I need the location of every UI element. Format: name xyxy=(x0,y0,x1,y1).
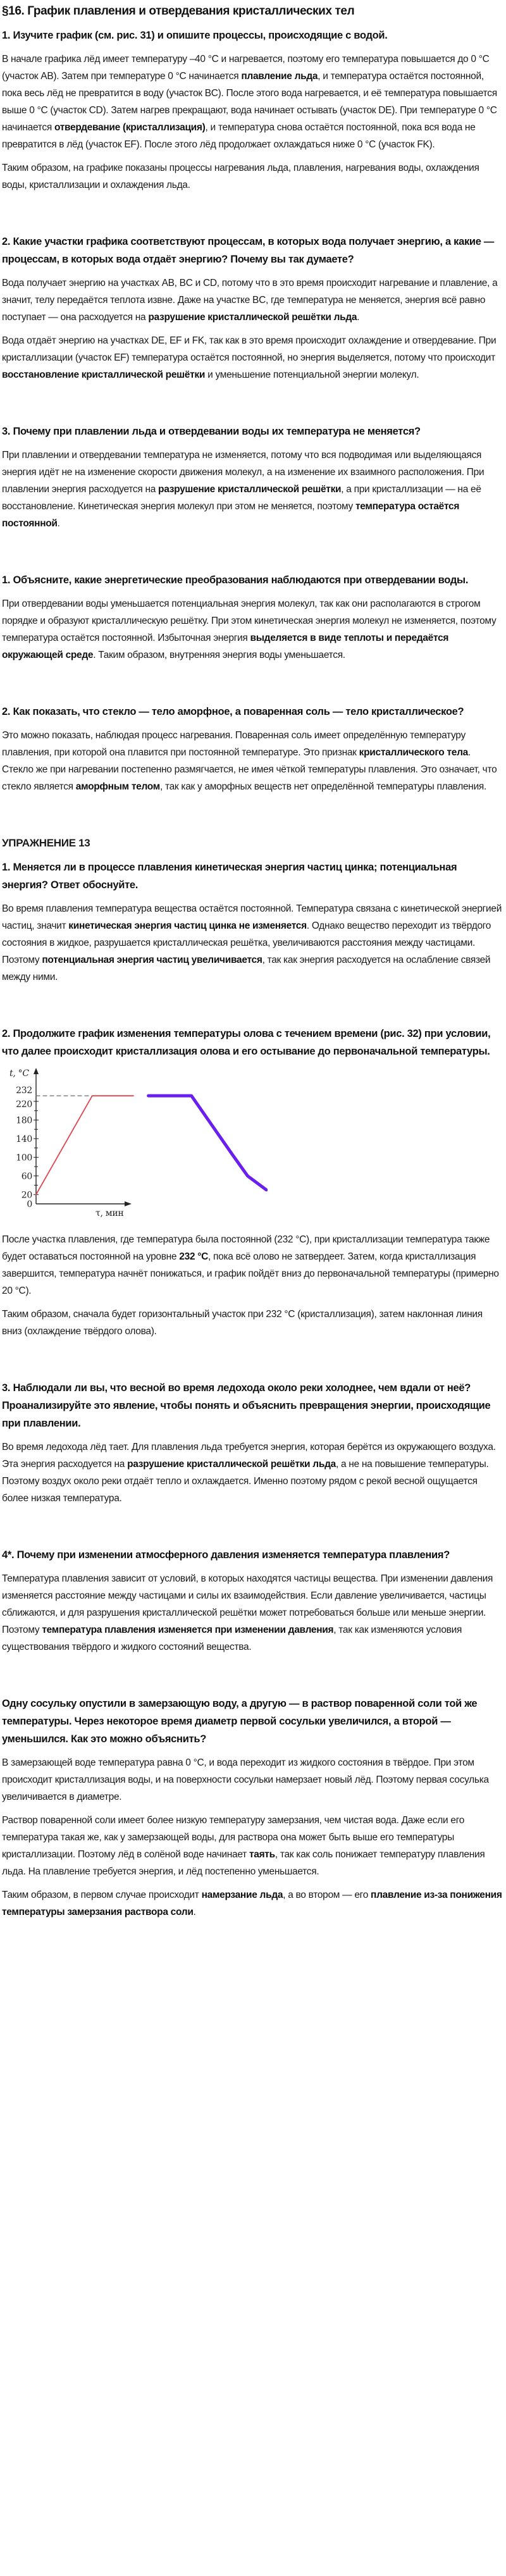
page-title: §16. График плавления и отвердевания кристаллических тел xyxy=(2,4,355,18)
emphasis-text: разрушение кристаллической решётки льда xyxy=(127,1459,336,1470)
answer-paragraph xyxy=(2,1231,502,1299)
text-run: . xyxy=(193,1907,196,1917)
emphasis-text: разрушение кристаллической решётки xyxy=(158,484,342,495)
text-run: , а не на повышение температуры. Поэтому воздух около реки отдаёт тепло и охлаждается. Именно поэтому рядом с рекой весной ощущается более низкая температура. xyxy=(2,1459,489,1504)
question-heading: 2. Продолжите график изменения температуры олова с течением времени (рис. 32) при условии, что далее происходит кристаллизация олова и его остывание до первоначальной температуры. xyxy=(2,1028,491,1057)
question-block xyxy=(2,1695,502,1921)
question-block xyxy=(2,27,502,194)
chart-line xyxy=(149,1096,266,1190)
text-run: Таким образом, на графике показаны процессы нагревания льда, плавления, нагревания воды, охлаждения воды, кристаллизации и охлаждения льда. xyxy=(2,163,479,190)
answer-paragraph xyxy=(2,595,502,664)
question-heading: 1. Меняется ли в процессе плавления кинетическая энергия частиц цинка; потенциальная энергия? Ответ обоснуйте. xyxy=(2,862,457,891)
text-run: , и температура остаётся постоянной, пока весь лёд не превратится в воду (участок BC). После этого вода нагревается, и её температура повышается выше 0 °C (участок CD). Затем нагрев прекращают, вода начинает остывать (участок DE). При температуре 0 °C начинается xyxy=(2,71,497,133)
y-tick-label: 180 xyxy=(16,1115,32,1126)
question-block xyxy=(2,1546,502,1656)
text-run: , так как соль понижает температуру плавления льда. На плавление требуется энергия, и лёд постепенно уменьшается. xyxy=(2,1849,485,1877)
chart-svg xyxy=(2,1067,268,1218)
text-run: , и температура снова остаётся постоянной, пока вся вода не превратится в лёд (участок EF). После этого лёд продолжает охлаждаться ниже 0 °C (участок FK). xyxy=(2,122,476,150)
emphasis-text: восстановление кристаллической решётки xyxy=(2,369,206,380)
text-run: Вода получает энергию на участках AB, BC и CD, потому что в это время происходит нагревание и плавление, а значит, телу передаётся теплота извне. Даже на участке BC, где температура не меняется, энергия всё равно поступает — она расходуется на xyxy=(2,278,498,323)
emphasis-text: отвердевание (кристаллизация) xyxy=(54,122,206,133)
answer-paragraph xyxy=(2,447,502,532)
y-tick-label: 220 xyxy=(16,1099,32,1110)
question-heading: 2. Какие участки графика соответствуют процессам, в которых вода получает энергию, а какие — процессам, в которых вода отдаёт энергию? Почему вы так думаете? xyxy=(2,236,495,265)
text-run: Во время плавления температура вещества остаётся постоянной. Температура связана с кинетической энергией частиц, значит xyxy=(2,903,502,931)
question-block xyxy=(2,571,502,664)
emphasis-text: аморфным телом xyxy=(75,781,160,792)
text-run: Раствор поваренной соли имеет более низкую температуру замерзания, чем чистая вода. Даже если его температура такая же, как у замерзающей воды, для раствора она может быть выше его температуры кристаллизации. Поэтому лёд в солёной воде начинает xyxy=(2,1815,465,1860)
emphasis-text: потенциальная энергия частиц увеличивается xyxy=(42,955,262,965)
answer-paragraph xyxy=(2,900,502,986)
question-heading: 4*. Почему при изменении атмосферного давления изменяется температура плавления? xyxy=(2,1549,450,1561)
text-run: , так как у аморфных веществ нет определённой температуры плавления. xyxy=(159,781,487,792)
text-run: Вода отдаёт энергию на участках DE, EF и FK, так как в это время происходит охлаждение и отвердевание. При кристаллизации (участок EF) температура остаётся постоянной, но энергия выделяется, потому что происходит xyxy=(2,335,497,363)
answer-paragraph xyxy=(2,1439,502,1507)
tin-temperature-chart xyxy=(2,1067,268,1218)
text-run: Это можно показать, наблюдая процесс нагревания. Поваренная соль имеет определённую температуру плавления, при которой она плавится при постоянной температуре. Это признак xyxy=(2,730,466,758)
x-axis-arrow-icon xyxy=(125,1201,132,1206)
text-run: и уменьшение потенциальной энергии молекул. xyxy=(205,369,419,380)
text-run: Во время ледохода лёд тает. Для плавления льда требуется энергия, которая берётся из окружающего воздуха. Эта энергия расходуется на xyxy=(2,1442,496,1470)
text-run: . Однако вещество переходит из твёрдого состояния в жидкое, разрушается кристаллическая решётка, увеличиваются расстояния между частицами. Поэтому xyxy=(2,920,491,965)
y-tick-label: 0 xyxy=(27,1199,32,1210)
question-heading: 2. Как показать, что стекло — тело аморфное, а поваренная соль — тело кристаллическое? xyxy=(2,706,464,717)
text-run: , а при кристаллизации — на её восстановление. Кинетическая энергия молекул при этом не меняется, поэтому xyxy=(2,484,481,512)
emphasis-text: таять xyxy=(249,1849,275,1860)
text-run: Температура плавления зависит от условий, в которых находятся частицы вещества. При изменении давления изменяется расстояние между частицами и силы их взаимодействия. Если давление увеличивается, частицы сближаются, и для разрушения кристаллической решётки может потребоваться больше или меньше энергии. Поэтому xyxy=(2,1573,493,1635)
text-run: , так как энергия расходуется на ослабление связей между ними. xyxy=(2,955,491,982)
emphasis-text: намерзание льда xyxy=(201,1890,283,1900)
text-run: В замерзающей воде температура равна 0 °C, и вода переходит из жидкого состояния в твёрдое. При этом происходит кристаллизация воды, и на поверхности сосульки намерзает новый лёд. Поэтому первая сосулька увеличивается в диаметре. xyxy=(2,1757,489,1802)
question-heading: 1. Объясните, какие энергетические преобразования наблюдаются при отвердевании воды. xyxy=(2,574,469,586)
emphasis-text: 232 °C xyxy=(179,1251,209,1262)
y-tick-label: 232 xyxy=(16,1086,32,1096)
emphasis-text: выделяется в виде теплоты и передаётся окружающей среде xyxy=(2,633,449,660)
question-block xyxy=(2,1025,502,1340)
emphasis-text: разрушение кристаллической решётки льда xyxy=(148,312,357,323)
answer-paragraph xyxy=(2,51,502,153)
emphasis-text: температура плавления изменяется при изменении давления xyxy=(42,1625,334,1635)
question-heading: 1. Изучите график (см. рис. 31) и опишите процессы, происходящие с водой. xyxy=(2,30,388,41)
emphasis-text: температура остаётся постоянной xyxy=(2,501,460,529)
question-block xyxy=(2,233,502,383)
emphasis-text: плавление из-за понижения температуры замерзания раствора соли xyxy=(2,1890,502,1917)
text-run: . xyxy=(357,312,360,323)
answer-paragraph xyxy=(2,332,502,383)
question-block xyxy=(2,423,502,532)
question-heading: Одну сосульку опустили в замерзающую воду, а другую — в раствор поваренной соли той же температуры. Через некоторое время диаметр первой сосульки увеличился, а второй — уменьшился. Как это можно объяснить? xyxy=(2,1698,478,1745)
chart-series xyxy=(36,1096,266,1194)
y-tick-label: 100 xyxy=(16,1153,32,1163)
text-run: Таким образом, в первом случае происходит xyxy=(2,1890,202,1900)
emphasis-text: плавление льда xyxy=(241,71,318,82)
text-run: . Стекло же при нагревании постепенно размягчается, не имея чёткой температуры плавления. Это означает, что стекло является xyxy=(2,747,497,792)
text-run: , а во втором — его xyxy=(283,1890,371,1900)
emphasis-text: кристаллического тела xyxy=(359,747,468,758)
answer-paragraph xyxy=(2,1812,502,1880)
text-run: В начале графика лёд имеет температуру –40 °C и нагревается, поэтому его температура повышается до 0 °C (участок AB). Затем при температуре 0 °C начинается xyxy=(2,54,490,82)
emphasis-text: кинетическая энергия частиц цинка не изменяется xyxy=(68,920,307,931)
answer-paragraph xyxy=(2,1570,502,1656)
text-run: При плавлении и отвердевании температура не изменяется, потому что вся подводимая или выделяющаяся энергия идёт не на изменение скорости движения молекул, а на изменение их взаимного расположения. При плавлении энергия расходуется на xyxy=(2,450,484,495)
answer-paragraph xyxy=(2,275,502,326)
text-run: При отвердевании воды уменьшается потенциальная энергия молекул, так как они располагаются в строгом порядке и образуют кристаллическую решётку. При этом кинетическая энергия молекул не изменяется, поэтому температура остаётся постоянной. Избыточная энергия xyxy=(2,598,497,643)
y-ticks xyxy=(16,1086,39,1210)
text-run: . xyxy=(57,518,60,529)
exercise-title: УПРАЖНЕНИЕ 13 xyxy=(2,837,90,849)
y-tick-label: 20 xyxy=(21,1190,32,1201)
question-block xyxy=(2,703,502,795)
text-run: После участка плавления, где температура была постоянной (232 °C), при кристаллизации температура также будет оставаться постоянной на уровне xyxy=(2,1234,490,1262)
question-block xyxy=(2,1379,502,1507)
text-run: , так как изменяются условия существования твёрдого и жидкого состояний вещества. xyxy=(2,1625,462,1652)
answer-paragraph xyxy=(2,1886,502,1921)
answer-paragraph xyxy=(2,159,502,194)
question-block xyxy=(2,858,502,986)
y-axis-label: t, °C xyxy=(9,1068,29,1079)
answer-paragraph xyxy=(2,1306,502,1340)
exercise-13 xyxy=(2,834,502,1921)
answer-paragraph xyxy=(2,1754,502,1805)
text-run: . Таким образом, внутренняя энергия воды уменьшается. xyxy=(93,650,345,660)
text-run: , пока всё олово не затвердеет. Затем, когда кристаллизация завершится, температура начнёт понижаться, и график пойдёт вниз до первоначальной температуры (примерно 20 °C). xyxy=(2,1251,499,1296)
sections xyxy=(2,27,502,795)
answer-paragraph xyxy=(2,727,502,795)
y-axis-arrow-icon xyxy=(34,1068,39,1074)
exercise-items xyxy=(2,858,502,1921)
y-tick-label: 60 xyxy=(21,1171,32,1182)
chart-line xyxy=(36,1096,133,1194)
y-tick-label: 140 xyxy=(16,1134,32,1144)
question-heading: 3. Почему при плавлении льда и отвердевании воды их температура не меняется? xyxy=(2,426,421,437)
x-axis-label: τ, мин xyxy=(96,1208,124,1218)
question-heading: 3. Наблюдали ли вы, что весной во время ледохода около реки холоднее, чем вдали от неё? Проанализируйте это явление, чтобы понять и объяснить превращения энергии, происходящие при плавлении. xyxy=(2,1382,491,1429)
text-run: Таким образом, сначала будет горизонтальный участок при 232 °C (кристаллизация), затем наклонная линия вниз (охлаждение твёрдого олова). xyxy=(2,1309,483,1337)
